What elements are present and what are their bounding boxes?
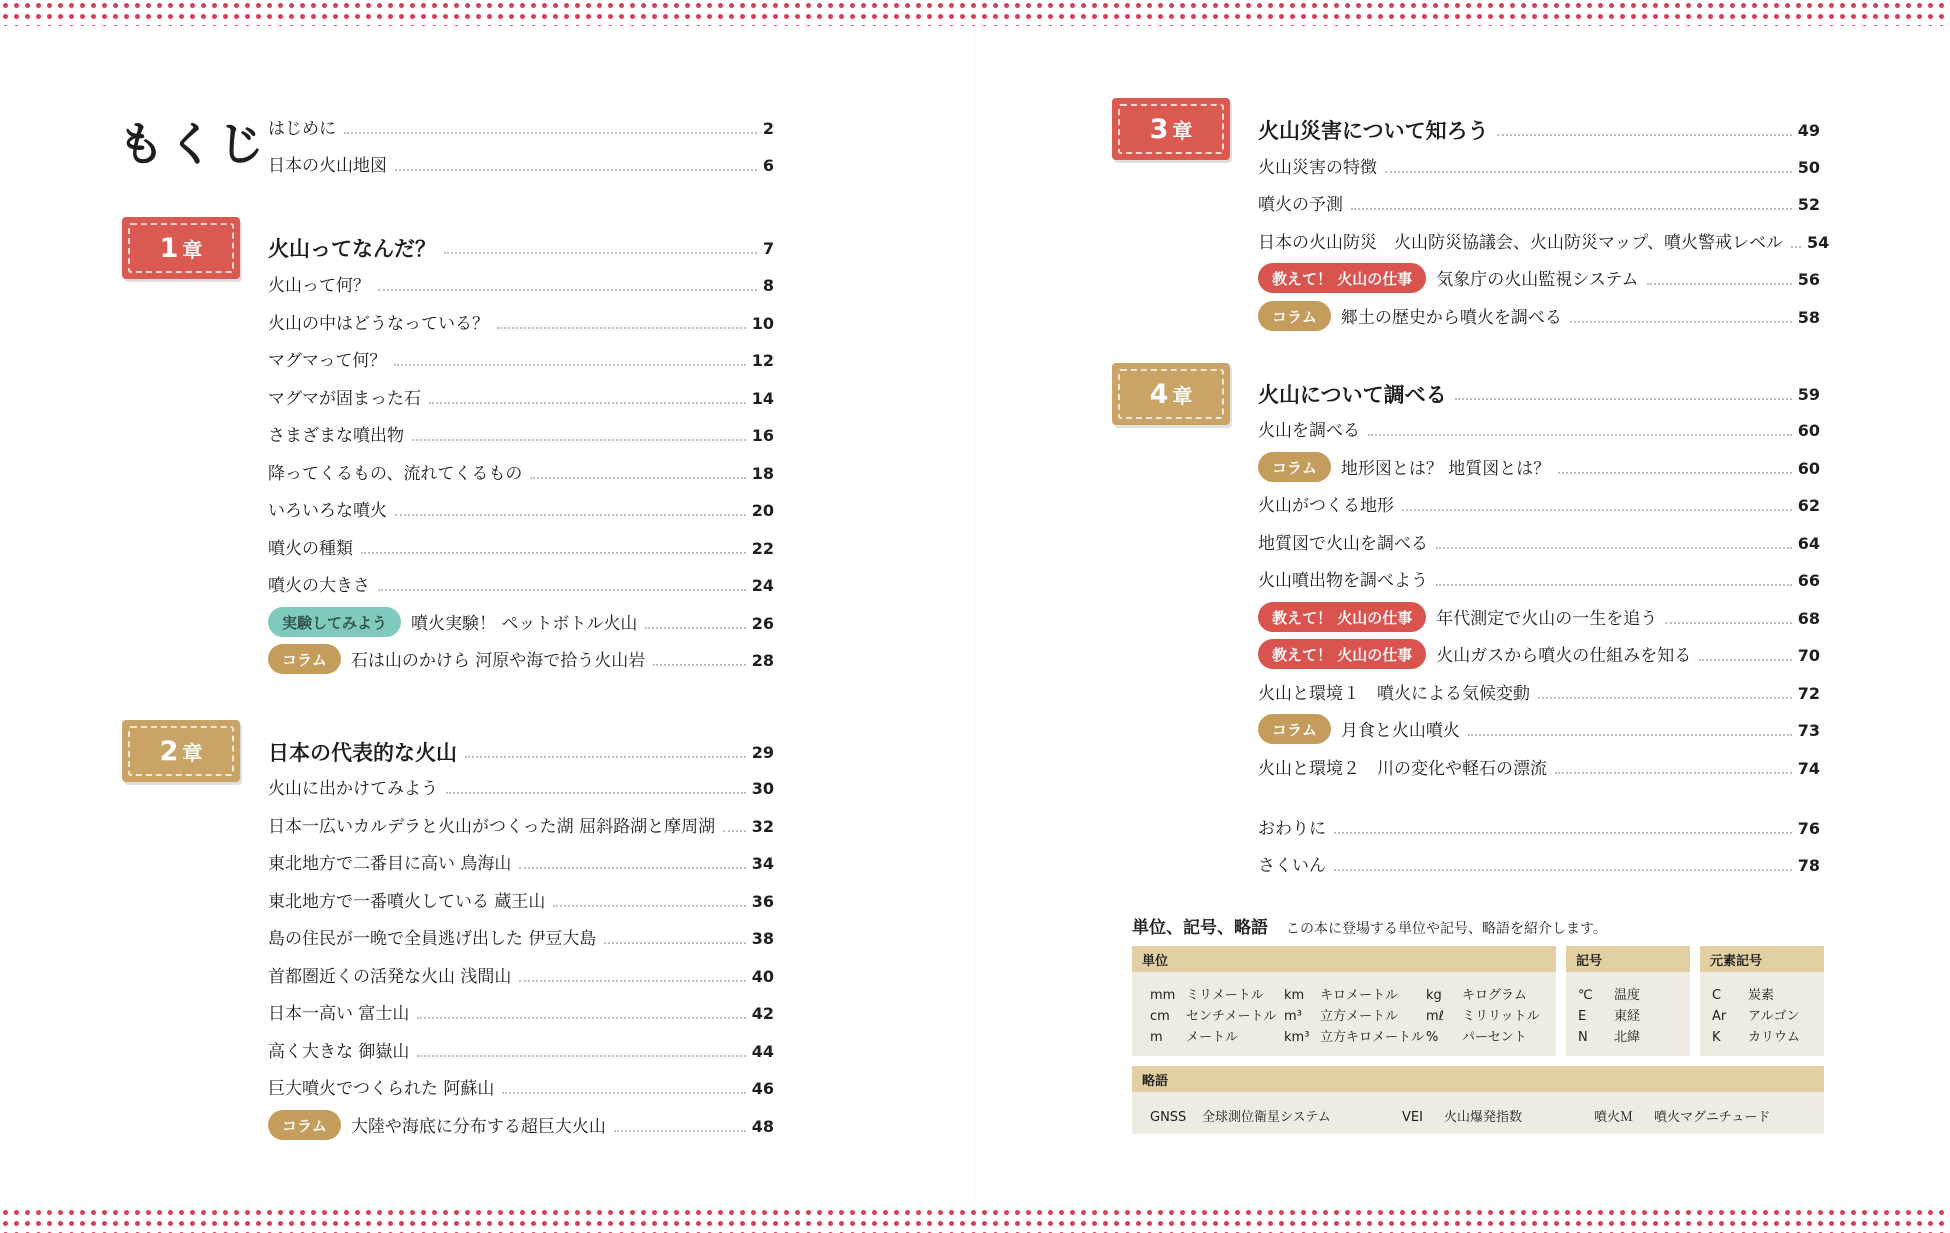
toc-row[interactable]: 日本一高い 富士山 42 [268,1004,774,1024]
toc-label: はじめに [268,119,336,139]
chapter-2-badge: 2 章 [122,720,240,782]
column-tag: コラム [268,1110,341,1140]
toc-page: 2 [762,119,774,138]
dotted-border-top [0,0,1950,26]
toc-row[interactable]: マグマが固まった石 14 [268,389,774,409]
column-tag: コラム [1258,452,1331,482]
chapter-1-badge: 1 章 [122,217,240,279]
abbreviations-panel: 略語 GNSS 全球測位衛星システム VEI 火山爆発指数 噴火Ｍ 噴火マグニチュード [1132,1066,1824,1134]
units-heading: 単位、記号、略語 [1132,918,1268,938]
toc-row[interactable]: 首都圏近くの活発な火山 浅間山 40 [268,967,774,987]
toc-row[interactable]: 火山と環境１ 噴火による気候変動 72 [1258,684,1820,704]
chapter-heading[interactable]: 火山ってなんだ？ 7 [268,237,774,261]
toc-row[interactable]: 東北地方で一番噴火している 蔵王山 36 [268,892,774,912]
toc-row[interactable]: コラム 大陸や海底に分布する超巨大火山 48 [268,1106,774,1140]
column-tag: コラム [268,644,341,674]
symbols-panel: 記号 ℃ 温度 E 東経 N 北緯 [1566,946,1690,1056]
chapter-heading[interactable]: 火山について調べる 59 [1258,383,1820,407]
toc-row[interactable]: 火山がつくる地形 62 [1258,496,1820,516]
column-tag: コラム [1258,301,1331,331]
toc-row[interactable]: 火山を調べる 60 [1258,421,1820,441]
units-description: この本に登場する単位や記号、略語を紹介します。 [1286,921,1607,937]
toc-label: 日本の火山地図 [268,156,387,176]
toc-row[interactable]: 地質図で火山を調べる 64 [1258,534,1820,554]
toc-row[interactable]: いろいろな噴火 20 [268,501,774,521]
toc-row[interactable]: さまざまな噴出物 16 [268,426,774,446]
page-title: もくじ [118,117,268,171]
toc-row[interactable]: 噴火の予測 52 [1258,195,1820,215]
chapter-4-badge: 4 章 [1112,363,1230,425]
toc-row[interactable]: 火山噴出物を調べよう 66 [1258,571,1820,591]
toc-row[interactable]: 火山の中はどうなっている？ 10 [268,314,774,334]
toc-row[interactable]: コラム 地形図とは？ 地質図とは？ 60 [1258,448,1820,482]
units-section [1132,908,1824,938]
page-fold [974,30,976,1203]
dotted-border-bottom [0,1207,1950,1233]
chapter-heading[interactable]: 日本の代表的な火山 29 [268,741,774,765]
toc-row[interactable]: 降ってくるもの、流れてくるもの 18 [268,464,774,484]
toc-row[interactable]: 日本一広いカルデラと火山がつくった湖 屈斜路湖と摩周湖 32 [268,817,774,837]
toc-row[interactable]: 噴火の大きさ 24 [268,576,774,596]
units-panel: 単位 mm ミリメートル cm センチメートル m メートル km キロメートル m³ 立方メートル km³ 立方キロメートル kg キログラム mℓ ミリリットル % パーセント [1132,946,1556,1056]
toc-row[interactable] [268,108,774,142]
toc-row[interactable]: 日本の火山防災 火山防災協議会、火山防災マップ、噴火警戒レベル 54 [1258,233,1830,253]
toc-page: 6 [762,156,774,175]
toc-row[interactable]: 教えて！ 火山の仕事 年代測定で火山の一生を追う 68 [1258,598,1820,632]
toc-row[interactable]: おわりに 76 [1258,819,1820,839]
toc-row[interactable]: 火山災害の特徴 50 [1258,158,1820,178]
elements-panel: 元素記号 C 炭素 Ar アルゴン K カリウム [1700,946,1824,1056]
job-tag: 教えて！ 火山の仕事 [1258,639,1426,669]
toc-row[interactable]: 教えて！ 火山の仕事 火山ガスから噴火の仕組みを知る 70 [1258,635,1820,669]
chapter-3-badge: 3 章 [1112,98,1230,160]
experiment-tag: 実験してみよう [268,607,401,637]
toc-row[interactable]: コラム 郷土の歴史から噴火を調べる 58 [1258,297,1820,331]
toc-row[interactable]: 東北地方で二番目に高い 鳥海山 34 [268,854,774,874]
toc-row[interactable]: 島の住民が一晩で全員逃げ出した 伊豆大島 38 [268,929,774,949]
toc-row[interactable]: 火山と環境２ 川の変化や軽石の漂流 74 [1258,759,1820,779]
toc-row[interactable]: 実験してみよう 噴火実験！ ペットボトル火山 26 [268,603,774,637]
toc-row[interactable]: さくいん 78 [1258,856,1820,876]
toc-row[interactable]: コラム 月食と火山噴火 73 [1258,710,1820,744]
toc-row[interactable]: マグマって何？ 12 [268,351,774,371]
toc-row[interactable]: 教えて！ 火山の仕事 気象庁の火山監視システム 56 [1258,259,1820,293]
toc-row[interactable]: 火山に出かけてみよう 30 [268,779,774,799]
job-tag: 教えて！ 火山の仕事 [1258,263,1426,293]
toc-row[interactable]: 噴火の種類 22 [268,539,774,559]
toc-row[interactable] [268,145,774,179]
toc-row[interactable]: 巨大噴火でつくられた 阿蘇山 46 [268,1079,774,1099]
toc-row[interactable]: 火山って何？ 8 [268,276,774,296]
column-tag: コラム [1258,714,1331,744]
job-tag: 教えて！ 火山の仕事 [1258,602,1426,632]
toc-row[interactable]: コラム 石は山のかけら 河原や海で拾う火山岩 28 [268,640,774,674]
toc-row[interactable]: 高く大きな 御嶽山 44 [268,1042,774,1062]
chapter-heading[interactable]: 火山災害について知ろう 49 [1258,119,1820,143]
